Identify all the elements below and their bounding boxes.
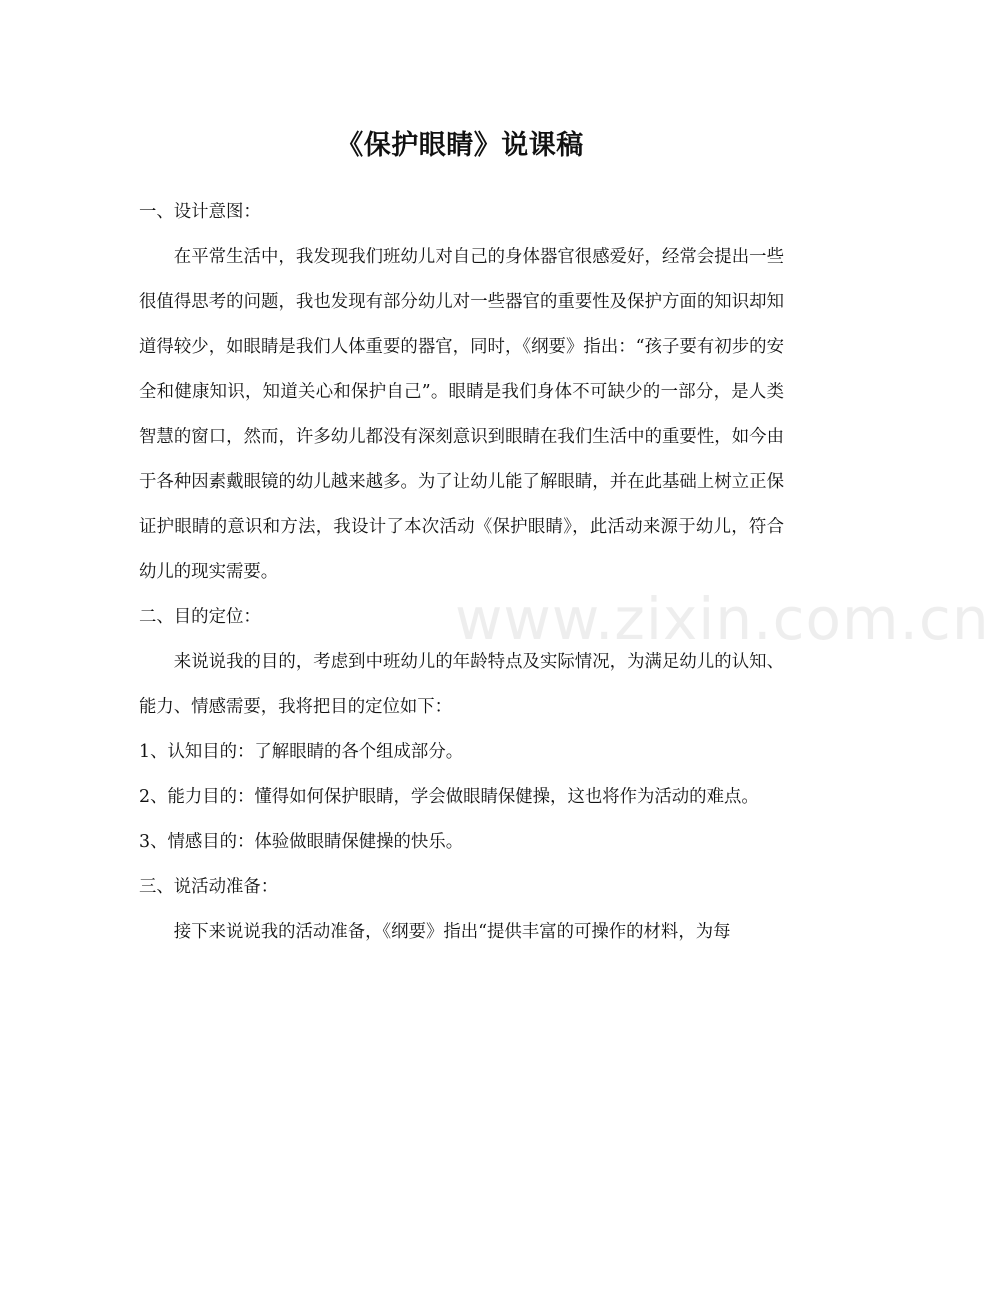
list-item-ability-goal: 2、能力目的：懂得如何保护眼睛，学会做眼睛保健操，这也将作为活动的难点。 — [139, 787, 759, 807]
document-title: 《保护眼睛》说课稿 — [336, 130, 584, 161]
document-body — [139, 190, 784, 955]
paragraph-design-intent: 在平常生活中，我发现我们班幼儿对自己的身体器官很感爱好，经常会提出一些很值得思考的问题，我也发现有部分幼儿对一些器官的重要性及保护方面的知识却知道得较少，如眼睛是我们人体重要的器官，同时，《纲要》指出：“孩子要有初步的安全和健康知识，知道关心和保护自己”。眼睛是我们身体不可缺少的一部分，是人类智慧的窗口，然而，许多幼儿都没有深刻意识到眼睛在我们生活中的重要性，如今由于各种因素戴眼镜的幼儿越来越多。为了让幼儿能了解眼睛，并在此基础上树立正保证护眼睛的意识和方法，我设计了本次活动《保护眼睛》，此活动来源于幼儿，符合幼儿的现实需要。 — [139, 247, 784, 582]
section-heading-preparation: 三、说活动准备： — [139, 877, 279, 897]
section-heading-design-intent: 一、设计意图： — [139, 202, 261, 222]
list-item-emotion-goal: 3、情感目的：体验做眼睛保健操的快乐。 — [139, 832, 464, 852]
section-heading-goals: 二、目的定位： — [139, 607, 261, 627]
paragraph-goals-intro: 来说说我的目的，考虑到中班幼儿的年龄特点及实际情况，为满足幼儿的认知、能力、情感需要，我将把目的定位如下： — [139, 652, 784, 717]
list-item-cognitive-goal: 1、认知目的：了解眼睛的各个组成部分。 — [139, 742, 464, 762]
watermark: www.zixin.com.cn — [455, 585, 990, 653]
paragraph-preparation: 接下来说说我的活动准备，《纲要》指出“提供丰富的可操作的材料，为每 — [173, 922, 731, 942]
